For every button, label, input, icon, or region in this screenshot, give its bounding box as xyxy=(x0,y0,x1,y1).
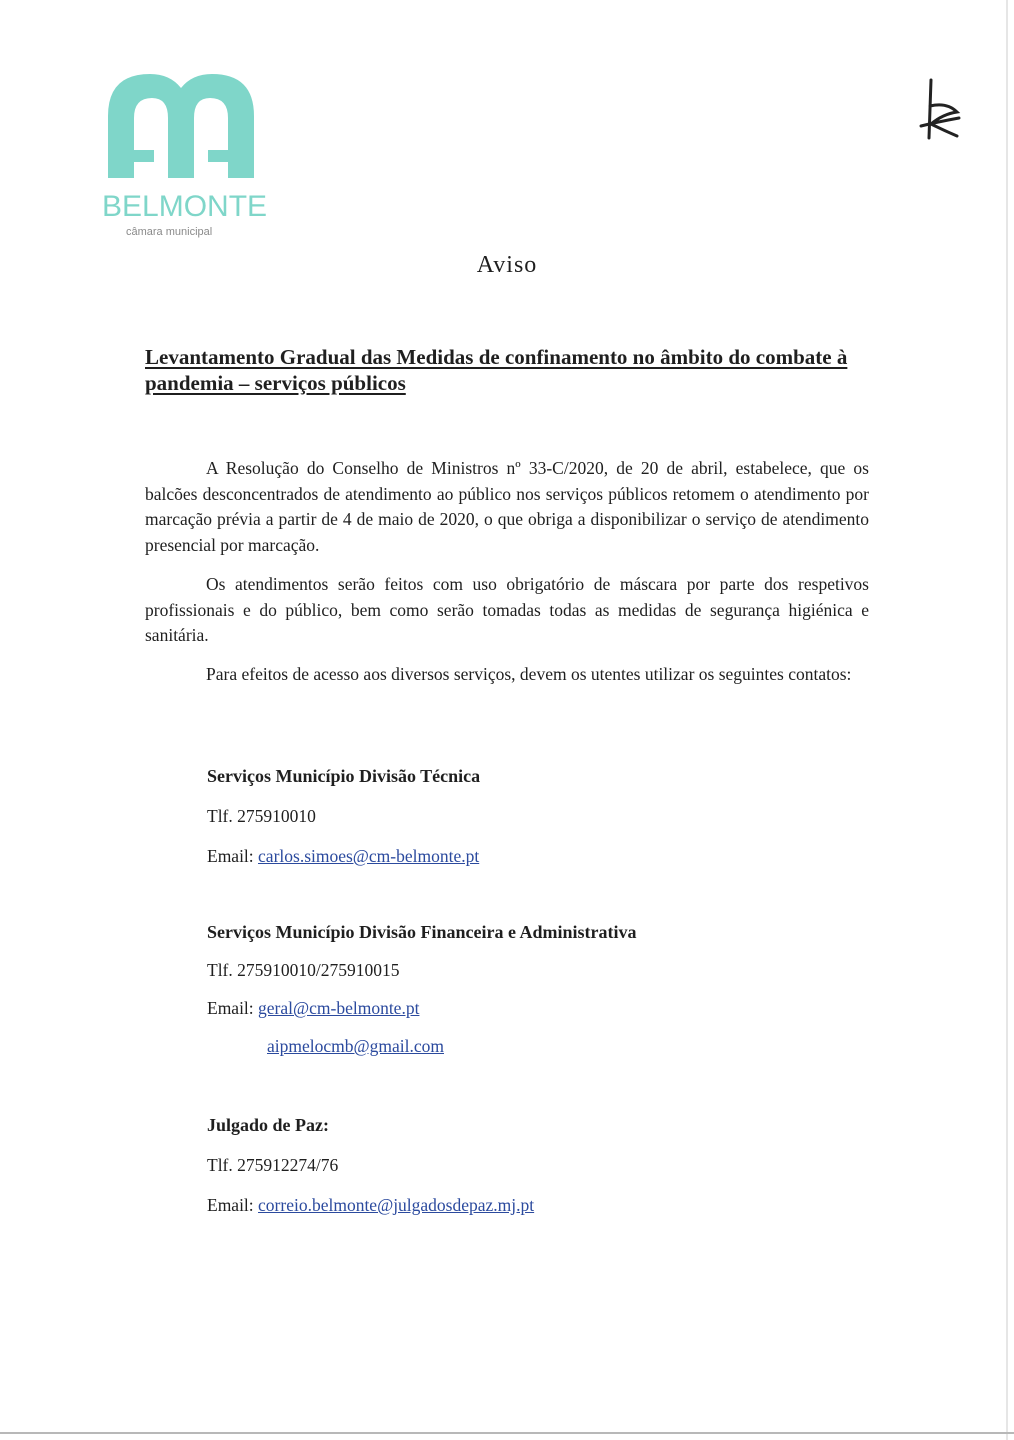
contact-julgado-de-paz xyxy=(207,1114,534,1216)
contact-phone: Tlf. 275912274/76 xyxy=(207,1155,339,1175)
contact-email-row xyxy=(207,997,637,1019)
page-title: Aviso xyxy=(476,252,538,278)
paragraph-contacts-intro: Para efeitos de acesso aos diversos serviços, devem os utentes utilizar os seguintes contatos: xyxy=(206,664,852,684)
bottom-rule xyxy=(0,1432,1014,1434)
email-link[interactable]: aipmelocmb@gmail.com xyxy=(267,1036,444,1056)
contact-phone: Tlf. 275910010/275910015 xyxy=(207,960,400,980)
notice-subject: Levantamento Gradual das Medidas de confinamento no âmbito do combate à pandemia – serviços públicos xyxy=(145,345,848,395)
logo-name: BELMONTE xyxy=(102,190,268,223)
contact-phone: Tlf. 275910010 xyxy=(207,806,316,826)
logo-subtitle: câmara municipal xyxy=(126,226,213,238)
contact-title: Serviços Município Divisão Financeira e Administrativa xyxy=(207,922,637,942)
email-link[interactable]: geral@cm-belmonte.pt xyxy=(258,998,420,1018)
scan-edge xyxy=(1006,0,1008,1440)
contact-title: Julgado de Paz: xyxy=(207,1115,330,1135)
contact-technical-division xyxy=(207,765,480,867)
belmonte-logo xyxy=(102,66,268,246)
contact-email-row xyxy=(207,1194,534,1216)
contact-email-row xyxy=(207,845,480,867)
email-link[interactable]: carlos.simoes@cm-belmonte.pt xyxy=(258,846,480,866)
email-link[interactable]: correio.belmonte@julgadosdepaz.mj.pt xyxy=(258,1195,535,1215)
email-label: Email: xyxy=(207,1195,254,1215)
paragraph-resolution: A Resolução do Conselho de Ministros nº 33-C/2020, de 20 de abril, estabelece, que os balcões desconcentrados de atendimento ao público nos serviços públicos retomem o atendimento por marcação prévia a partir de 4 de maio de 2020, o que obriga a disponibilizar o serviço de atendimento presencial por marcação. xyxy=(145,458,869,555)
paragraph-masks: Os atendimentos serão feitos com uso obrigatório de máscara por parte dos respetivos profissionais e do público, bem como serão tomadas todas as medidas de segurança higiénica e sanitária. xyxy=(145,574,869,645)
contact-title: Serviços Município Divisão Técnica xyxy=(207,766,481,786)
email-label: Email: xyxy=(207,846,254,866)
contact-financial-division xyxy=(207,921,637,1057)
contact-email-row-secondary xyxy=(207,1035,637,1057)
handwritten-initial-icon xyxy=(917,76,965,146)
email-label: Email: xyxy=(207,998,254,1018)
belmonte-m-logo-icon xyxy=(104,66,258,186)
